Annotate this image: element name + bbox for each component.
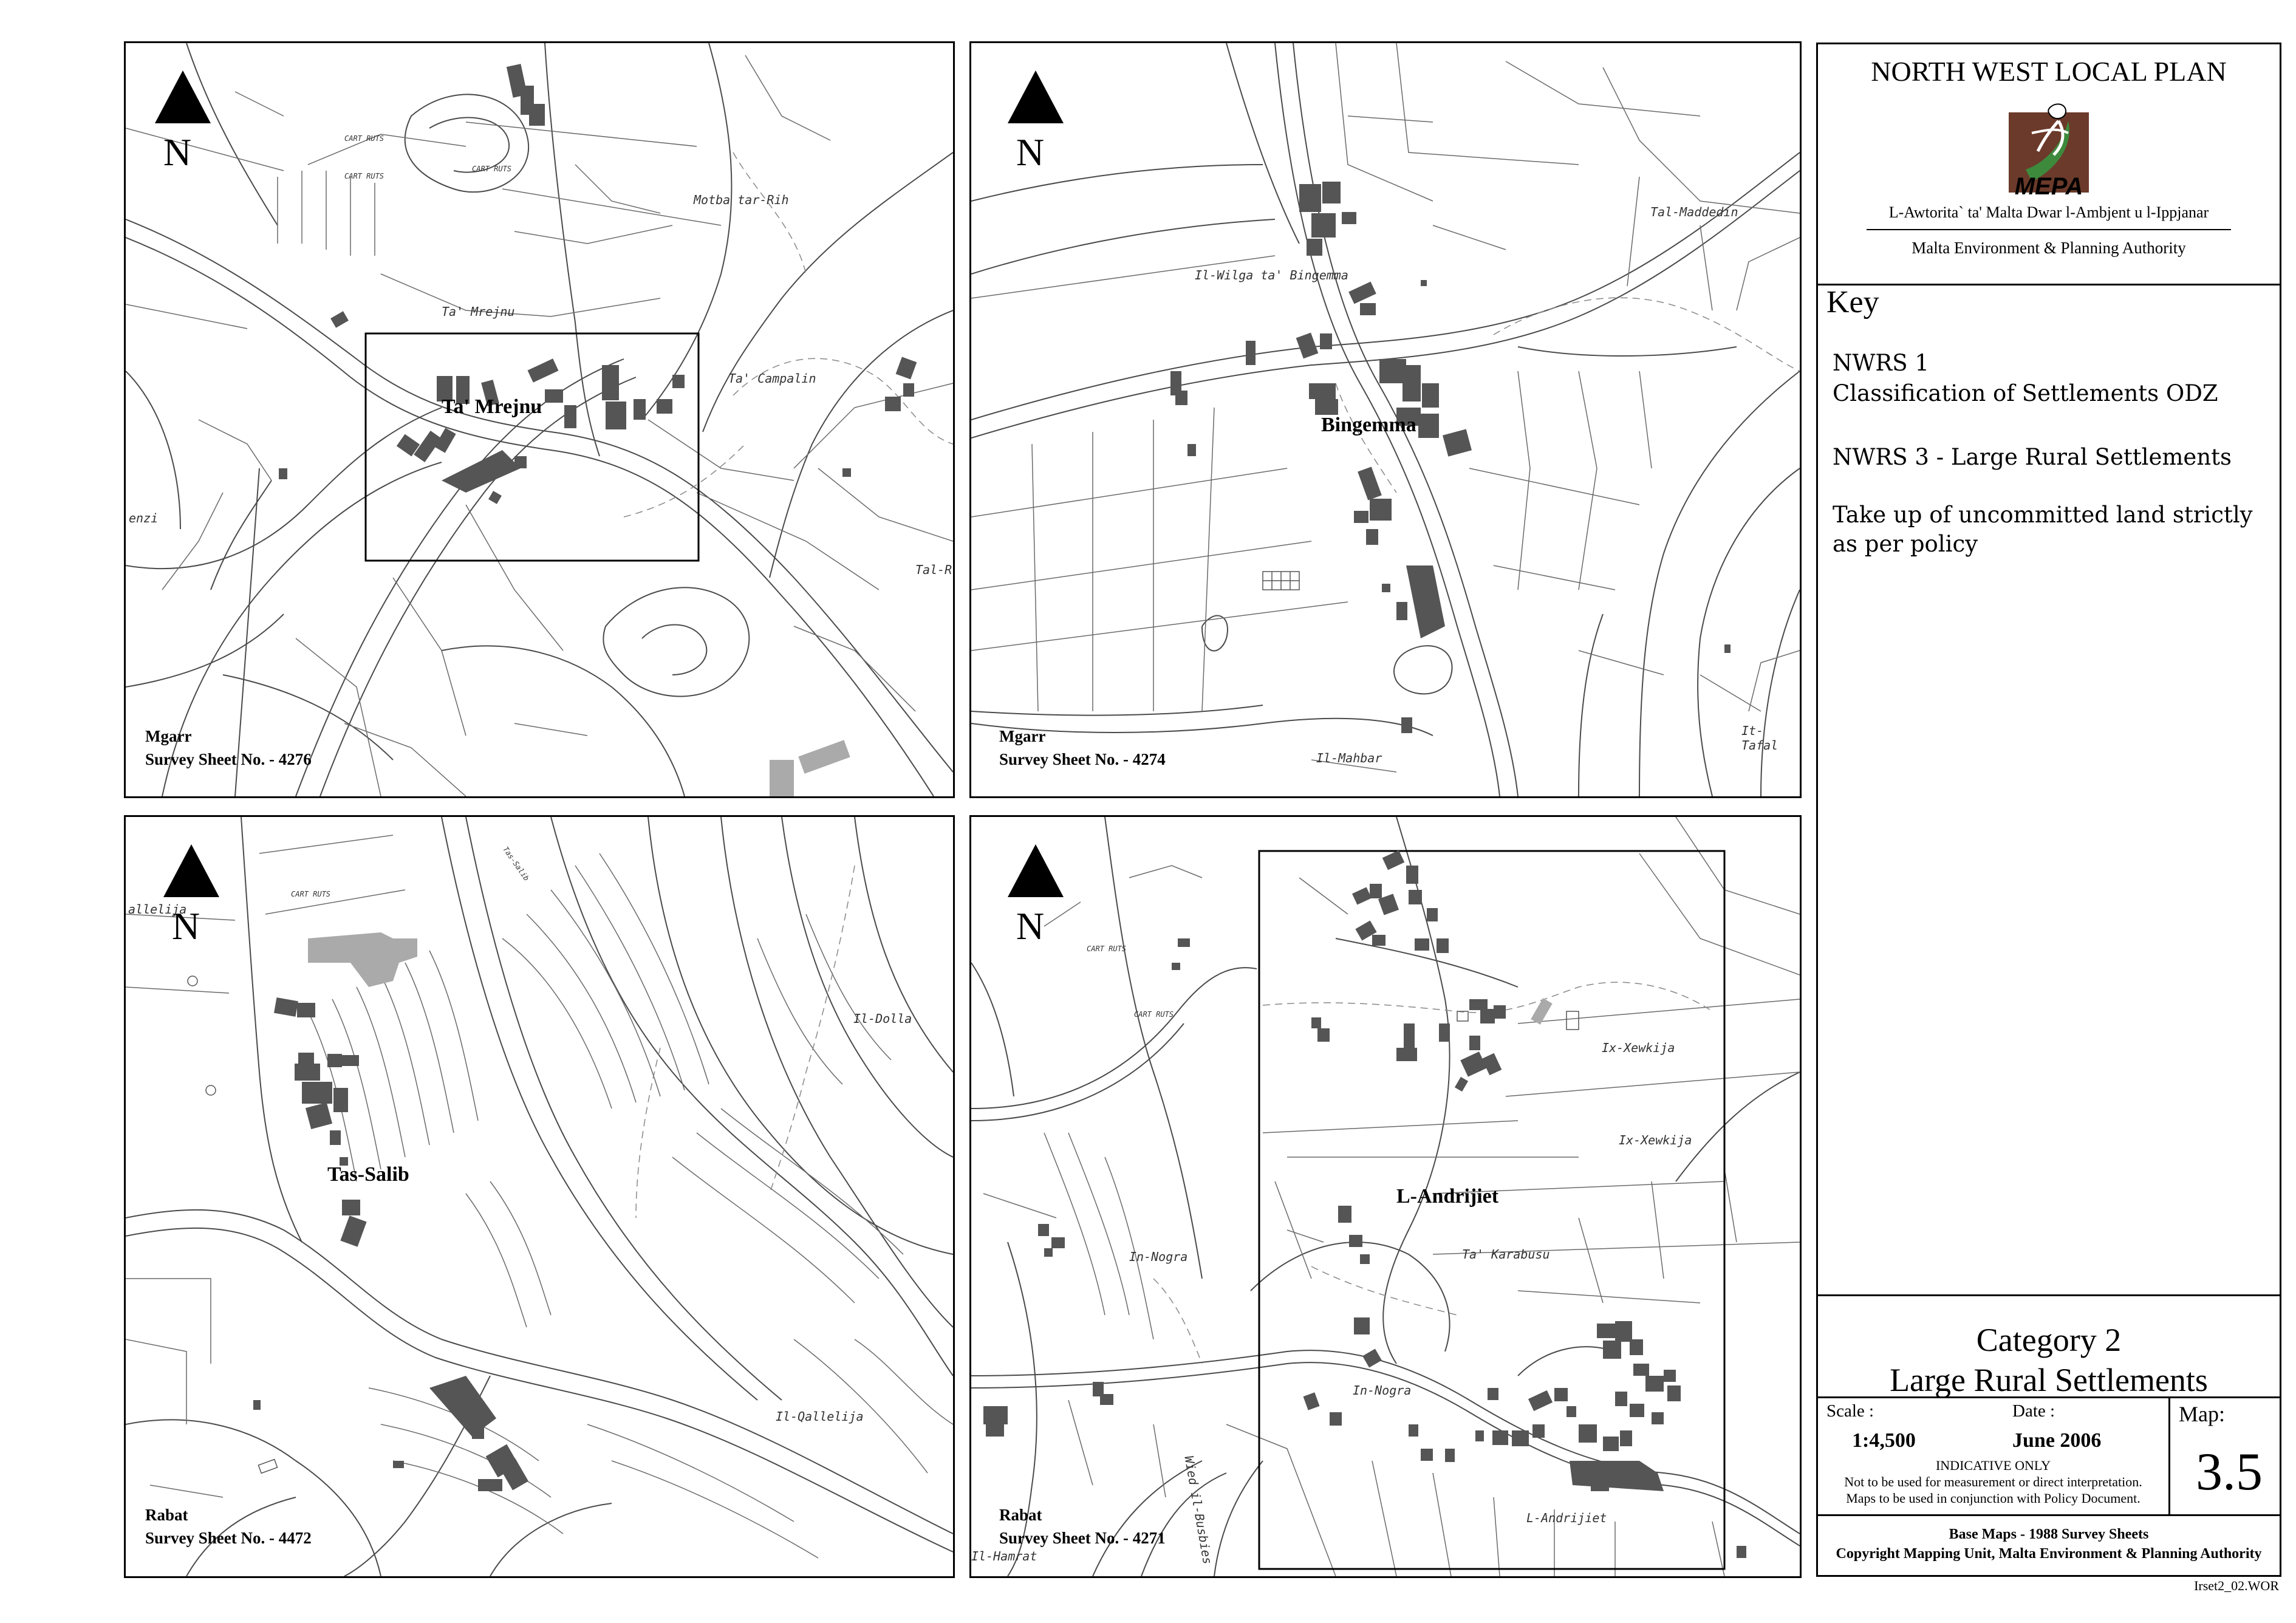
base-maps-credit: Base Maps - 1988 Survey Sheets <box>1949 1526 2149 1542</box>
plan-title: NORTH WEST LOCAL PLAN <box>1871 56 2227 87</box>
street-label: In-Nogra <box>1129 1249 1188 1264</box>
authority-name-english: Malta Environment & Planning Authority <box>1912 239 2186 257</box>
key-title: Key <box>1826 285 1879 319</box>
street-label: CART RUTS <box>344 134 384 143</box>
map-number: 3.5 <box>2196 1443 2263 1502</box>
street-label: Il-Dolla <box>853 1011 912 1026</box>
street-label: In-Nogra <box>1353 1383 1412 1398</box>
map-panel-l-andrijiet[interactable] <box>969 815 1802 1578</box>
place-label: Tas-Salib <box>327 1163 409 1186</box>
map-panel-tas-salib[interactable] <box>124 815 955 1578</box>
street-label: enzi <box>129 511 159 525</box>
survey-sheet-label <box>145 725 312 771</box>
category-line-1: Category 2 <box>1976 1322 2122 1358</box>
measurement-note: Not to be used for measurement or direct interpretation. <box>1844 1474 2142 1489</box>
base-map <box>126 43 953 796</box>
key-item: NWRS 1 <box>1833 350 1929 376</box>
place-label: L-Andrijiet <box>1396 1185 1499 1208</box>
place-label: Ta' Mrejnu <box>442 395 542 418</box>
sheet-number: Survey Sheet No. - 4274 <box>999 750 1166 768</box>
street-label: allelija <box>128 902 187 917</box>
mepa-logo-text: MEPA <box>2014 173 2083 200</box>
divider <box>1818 1396 2280 1398</box>
survey-sheet-label <box>145 1503 312 1550</box>
north-arrow-letter: N <box>163 131 192 174</box>
street-label: Tal-R <box>915 562 952 577</box>
category-title <box>1818 1320 2280 1400</box>
date-label: Date : <box>2012 1401 2055 1421</box>
street-label: Ta' Campalin <box>728 371 816 386</box>
divider <box>1818 1514 2280 1516</box>
street-label: Il-Qallelija <box>776 1409 864 1424</box>
file-reference: Irset2_02.WOR <box>2194 1578 2279 1593</box>
street-label: Ix-Xewkija <box>1602 1040 1675 1055</box>
divider <box>2168 1396 2170 1514</box>
indicative-note <box>1818 1457 2168 1506</box>
street-label: CART RUTS <box>344 172 384 180</box>
scale-value: 1:4,500 <box>1852 1429 1916 1452</box>
street-label: Tas-Salib <box>501 845 531 883</box>
town-name: Mgarr <box>145 727 192 745</box>
street-label: CART RUTS <box>1087 945 1127 953</box>
category-line-2: Large Rural Settlements <box>1890 1362 2208 1398</box>
policy-note: Maps to be used in conjunction with Policy Document. <box>1846 1491 2141 1506</box>
indicative-only: INDICATIVE ONLY <box>1935 1458 2051 1473</box>
street-label: Il-Hamrat <box>971 1549 1037 1563</box>
survey-sheet-label <box>999 1503 1166 1550</box>
base-map <box>126 817 953 1576</box>
town-name: Mgarr <box>999 727 1046 745</box>
place-label: Bingemma <box>1321 414 1416 436</box>
divider <box>1818 1294 2280 1296</box>
street-label: Motba tar-Rih <box>694 193 789 207</box>
title-block <box>1818 44 2280 285</box>
street-label: Ta' Karabusu <box>1462 1247 1550 1262</box>
key-item: as per policy <box>1833 531 1978 557</box>
street-label: Tal-Maddedin <box>1650 205 1738 219</box>
north-arrow-letter: N <box>1016 904 1045 948</box>
key-item: Take up of uncommitted land strictly <box>1833 502 2253 528</box>
street-label: Il-Wilga ta' Bingemma <box>1195 268 1348 282</box>
town-name: Rabat <box>999 1506 1042 1524</box>
survey-sheet-label <box>999 725 1166 771</box>
scale-label: Scale : <box>1826 1401 1874 1421</box>
copyright-credit: Copyright Mapping Unit, Malta Environment & Planning Authority <box>1836 1546 2262 1562</box>
street-label: CART RUTS <box>1134 1010 1174 1019</box>
street-label: It-Tafal <box>1741 723 1778 753</box>
north-arrow-letter: N <box>171 904 200 948</box>
date-value: June 2006 <box>2012 1429 2102 1452</box>
sheet-number: Survey Sheet No. - 4271 <box>999 1529 1166 1547</box>
map-panel-ta-mrejnu[interactable] <box>124 41 955 798</box>
key-item: NWRS 3 - Large Rural Settlements <box>1833 444 2232 470</box>
authority-name-maltese: L-Awtorita` ta' Malta Dwar l-Ambjent u l-Ippjanar <box>1888 203 2209 221</box>
sheet-number: Survey Sheet No. - 4472 <box>145 1529 312 1547</box>
street-label: Wied il-Busbies <box>1181 1455 1215 1566</box>
divider <box>1867 229 2231 230</box>
legend-panel <box>1816 43 2281 1577</box>
town-name: Rabat <box>145 1506 188 1524</box>
street-label: CART RUTS <box>291 890 331 898</box>
map-label: Map: <box>2179 1402 2225 1426</box>
street-label: Ix-Xewkija <box>1619 1133 1692 1147</box>
sheet-number: Survey Sheet No. - 4276 <box>145 750 312 768</box>
street-label: Il-Mahbar <box>1316 751 1382 765</box>
street-label: L-Andrijiet <box>1526 1511 1607 1525</box>
key-item: Classification of Settlements ODZ <box>1833 380 2218 406</box>
base-map <box>971 817 1800 1576</box>
north-arrow-letter: N <box>1016 131 1045 174</box>
street-label: CART RUTS <box>472 165 512 173</box>
map-panel-bingemma[interactable] <box>969 41 1802 798</box>
street-label: Ta' Mrejnu <box>442 304 515 319</box>
